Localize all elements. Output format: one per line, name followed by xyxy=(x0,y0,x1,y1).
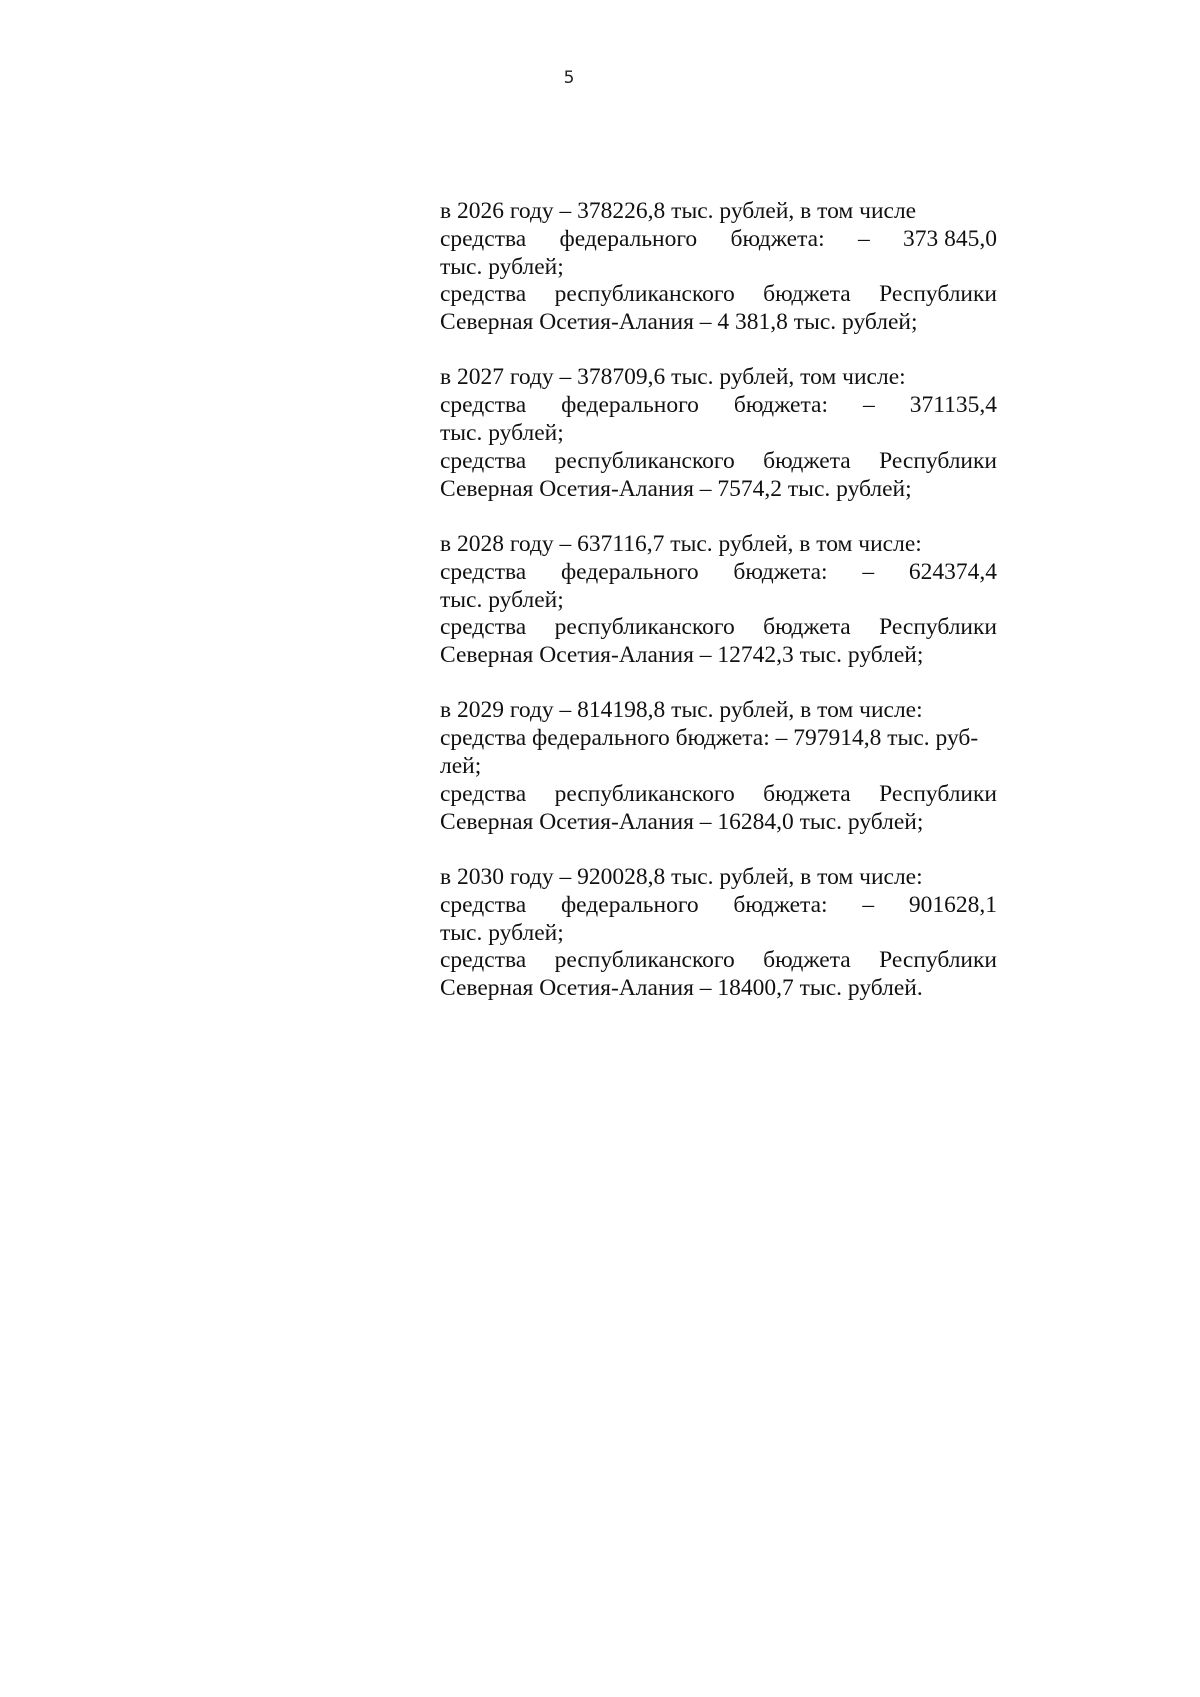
word: федерального xyxy=(560,891,699,918)
word: республиканского xyxy=(554,447,735,474)
federal-budget-line: средства федерального бюджета: – 797914,8 тыс. руб- xyxy=(440,725,979,752)
word: Республики xyxy=(879,447,997,474)
year-total-line: в 2027 году – 378709,6 тыс. рублей, том числе: xyxy=(440,364,906,391)
federal-budget-line xyxy=(440,559,997,587)
federal-budget-unit: тыс. рублей; xyxy=(440,420,564,447)
word: бюджета: xyxy=(733,558,828,585)
federal-budget-line xyxy=(440,892,997,920)
word: бюджета xyxy=(763,947,851,974)
word: средства xyxy=(440,780,527,807)
word: – xyxy=(862,891,875,918)
funding-block-2030 xyxy=(440,864,997,1003)
republic-budget-line xyxy=(440,781,997,809)
word: бюджета: xyxy=(733,891,828,918)
word: средства xyxy=(440,392,527,419)
word: – xyxy=(863,392,875,419)
page-number: 5 xyxy=(563,68,575,88)
year-total-line: в 2026 году – 378226,8 тыс. рублей, в том числе xyxy=(440,198,917,224)
republic-budget-amount-line: Северная Осетия-Алания – 16284,0 тыс. рублей; xyxy=(440,808,924,835)
word: – xyxy=(857,225,870,252)
word: Республики xyxy=(879,947,997,974)
word: бюджета: xyxy=(733,392,829,419)
word: Республики xyxy=(879,780,997,807)
word: бюджета xyxy=(763,614,851,641)
word: республиканского xyxy=(554,281,735,308)
word: республиканского xyxy=(554,780,735,807)
word: средства xyxy=(440,614,527,641)
funding-block-2026 xyxy=(440,198,997,337)
republic-budget-line xyxy=(440,281,997,309)
funding-block-2029 xyxy=(440,697,997,836)
word: средства xyxy=(440,558,527,585)
word: федерального xyxy=(561,392,699,419)
word: бюджета xyxy=(763,447,851,474)
year-total-line: в 2028 году – 637116,7 тыс. рублей, в том числе: xyxy=(440,530,922,557)
word: средства xyxy=(440,225,527,252)
word: республиканского xyxy=(554,947,735,974)
federal-budget-unit: лей; xyxy=(440,753,482,780)
republic-budget-line xyxy=(440,614,997,642)
word: – xyxy=(862,558,875,585)
word: средства xyxy=(440,891,527,918)
federal-amount: 371135,4 xyxy=(909,392,997,419)
word: Республики xyxy=(879,281,997,308)
federal-budget-unit: тыс. рублей; xyxy=(440,253,564,280)
year-total-line: в 2030 году – 920028,8 тыс. рублей, в том числе: xyxy=(440,863,923,890)
funding-block-2027 xyxy=(440,364,997,503)
republic-budget-line xyxy=(440,448,997,476)
word: средства xyxy=(440,947,527,974)
republic-budget-line xyxy=(440,947,997,975)
federal-amount: 373 845,0 xyxy=(902,225,997,252)
word: республиканского xyxy=(554,614,735,641)
federal-budget-unit: тыс. рублей; xyxy=(440,919,564,946)
federal-amount: 901628,1 xyxy=(908,891,997,918)
word: федерального xyxy=(559,225,698,252)
word: бюджета: xyxy=(730,225,825,252)
word: федерального xyxy=(560,558,699,585)
funding-text xyxy=(440,198,997,1030)
republic-budget-amount-line: Северная Осетия-Алания – 12742,3 тыс. рублей; xyxy=(440,642,924,669)
republic-budget-amount-line: Северная Осетия-Алания – 18400,7 тыс. рублей. xyxy=(440,975,923,1002)
federal-budget-line xyxy=(440,392,997,420)
year-total-line: в 2029 году – 814198,8 тыс. рублей, в том числе: xyxy=(440,697,923,724)
federal-budget-unit: тыс. рублей; xyxy=(440,586,564,613)
funding-block-2028 xyxy=(440,531,997,670)
word: бюджета xyxy=(763,780,851,807)
republic-budget-amount-line: Северная Осетия-Алания – 7574,2 тыс. рублей; xyxy=(440,475,912,502)
word: средства xyxy=(440,281,527,308)
word: Республики xyxy=(879,614,997,641)
word: средства xyxy=(440,447,527,474)
republic-budget-amount-line: Северная Осетия-Алания – 4 381,8 тыс. рублей; xyxy=(440,309,918,336)
word: бюджета xyxy=(763,281,851,308)
federal-budget-line xyxy=(440,226,997,254)
federal-amount: 624374,4 xyxy=(908,558,997,585)
